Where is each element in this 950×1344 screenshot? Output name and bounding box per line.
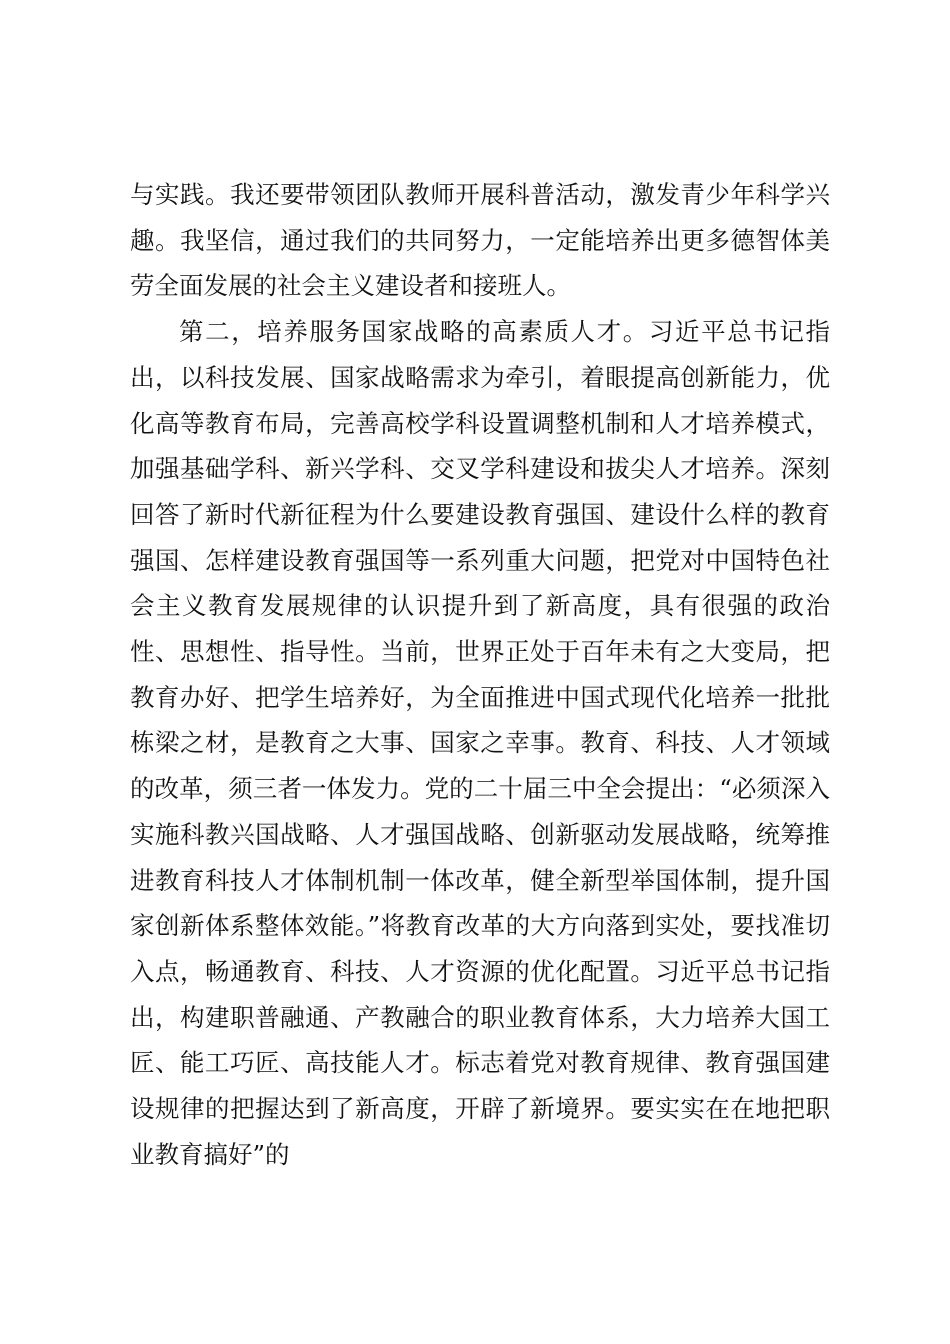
paragraph-continuation: 与实践。我还要带领团队教师开展科普活动，激发青少年科学兴趣。我坚信，通过我们的共同努力，一定能培养出更多德智体美劳全面发展的社会主义建设者和接班人。 <box>130 180 830 301</box>
document-body <box>130 172 830 1177</box>
paragraph-second-point: 第二，培养服务国家战略的高素质人才。习近平总书记指出，以科技发展、国家战略需求为牵引，着眼提高创新能力，优化高等教育布局，完善高校学科设置调整机制和人才培养模式，加强基础学科、新兴学科、交叉学科建设和拔尖人才培养。深刻回答了新时代新征程为什么要建设教育强国、建设什么样的教育强国、怎样建设教育强国等一系列重大问题，把党对中国特色社会主义教育发展规律的认识提升到了新高度，具有很强的政治性、思想性、指导性。当前，世界正处于百年未有之大变局，把教育办好、把学生培养好，为全面推进中国式现代化培养一批批栋梁之材，是教育之大事、国家之幸事。教育、科技、人才领域的改革，须三者一体发力。党的二十届三中全会提出：“必须深入实施科教兴国战略、人才强国战略、创新驱动发展战略，统筹推进教育科技人才体制机制一体改革，健全新型举国体制，提升国家创新体系整体效能。”将教育改革的大方向落到实处，要找准切入点，畅通教育、科技、人才资源的优化配置。习近平总书记指出，构建职普融通、产教融合的职业教育体系，大力培养大国工匠、能工巧匠、高技能人才。标志着党对教育规律、教育强国建设规律的把握达到了新高度，开辟了新境界。要实实在在地把职业教育搞好”的 <box>130 317 830 1169</box>
